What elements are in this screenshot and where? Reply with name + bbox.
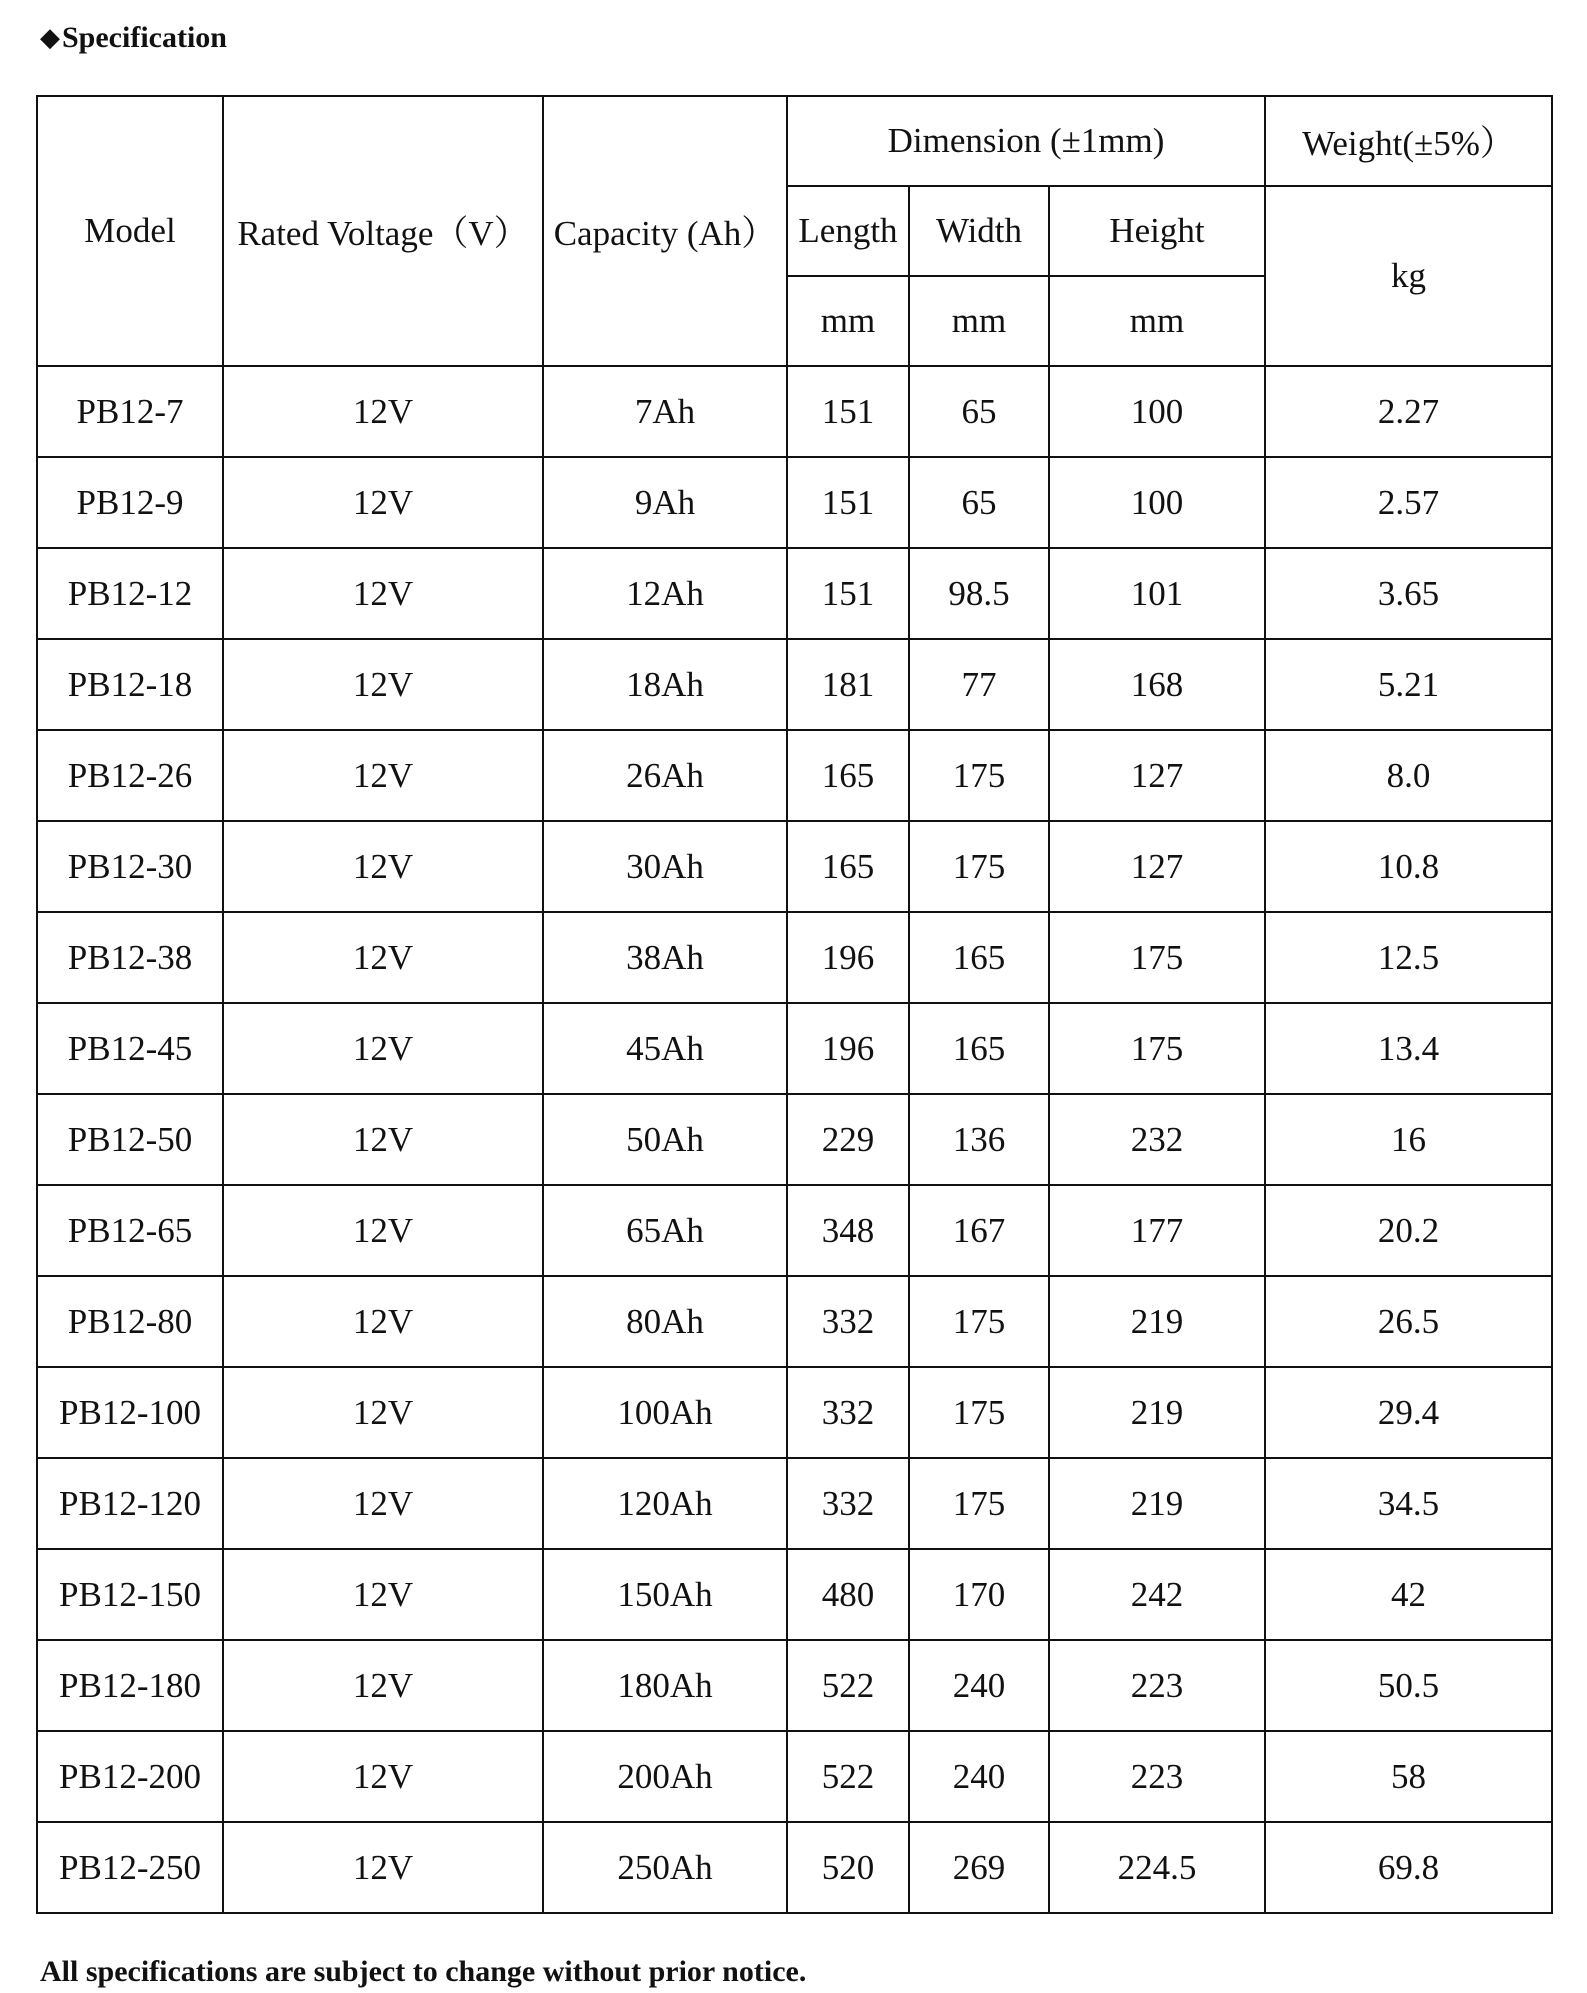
cell-capacity: 12Ah	[543, 548, 787, 639]
cell-capacity: 80Ah	[543, 1276, 787, 1367]
cell-weight: 34.5	[1265, 1458, 1552, 1549]
table-row	[37, 1458, 1552, 1549]
cell-rated-voltage: 12V	[223, 1640, 543, 1731]
cell-length: 332	[787, 1276, 909, 1367]
cell-capacity: 50Ah	[543, 1094, 787, 1185]
cell-width: 170	[909, 1549, 1049, 1640]
table-row	[37, 639, 1552, 730]
cell-weight: 2.27	[1265, 366, 1552, 457]
table-row	[37, 730, 1552, 821]
cell-rated-voltage: 12V	[223, 1731, 543, 1822]
cell-rated-voltage: 12V	[223, 1367, 543, 1458]
cell-model: PB12-7	[37, 366, 223, 457]
table-row	[37, 1094, 1552, 1185]
cell-rated-voltage: 12V	[223, 1458, 543, 1549]
cell-weight: 5.21	[1265, 639, 1552, 730]
header-length: Length	[787, 186, 909, 276]
header-rated-voltage: Rated Voltage（V）	[223, 96, 543, 366]
cell-model: PB12-65	[37, 1185, 223, 1276]
table-body	[37, 96, 1552, 1913]
cell-weight: 50.5	[1265, 1640, 1552, 1731]
cell-width: 165	[909, 1003, 1049, 1094]
cell-rated-voltage: 12V	[223, 1549, 543, 1640]
cell-height: 100	[1049, 366, 1265, 457]
cell-width: 175	[909, 730, 1049, 821]
header-model: Model	[37, 96, 223, 366]
cell-rated-voltage: 12V	[223, 730, 543, 821]
header-capacity: Capacity (Ah）	[543, 96, 787, 366]
cell-capacity: 200Ah	[543, 1731, 787, 1822]
cell-weight: 26.5	[1265, 1276, 1552, 1367]
table-row	[37, 1276, 1552, 1367]
header-weight-unit: kg	[1265, 186, 1552, 366]
cell-length: 151	[787, 457, 909, 548]
cell-rated-voltage: 12V	[223, 1003, 543, 1094]
header-height-unit: mm	[1049, 276, 1265, 366]
cell-rated-voltage: 12V	[223, 1094, 543, 1185]
cell-height: 127	[1049, 730, 1265, 821]
cell-model: PB12-45	[37, 1003, 223, 1094]
cell-rated-voltage: 12V	[223, 1822, 543, 1913]
header-width: Width	[909, 186, 1049, 276]
cell-rated-voltage: 12V	[223, 1276, 543, 1367]
cell-weight: 12.5	[1265, 912, 1552, 1003]
cell-capacity: 9Ah	[543, 457, 787, 548]
cell-length: 332	[787, 1458, 909, 1549]
cell-height: 219	[1049, 1458, 1265, 1549]
cell-height: 101	[1049, 548, 1265, 639]
cell-length: 196	[787, 912, 909, 1003]
cell-height: 177	[1049, 1185, 1265, 1276]
cell-model: PB12-250	[37, 1822, 223, 1913]
cell-capacity: 30Ah	[543, 821, 787, 912]
table-row	[37, 1640, 1552, 1731]
header-weight: Weight(±5%）	[1265, 96, 1552, 186]
cell-rated-voltage: 12V	[223, 548, 543, 639]
table-row	[37, 1185, 1552, 1276]
specification-table	[36, 95, 1553, 1914]
cell-length: 165	[787, 821, 909, 912]
cell-rated-voltage: 12V	[223, 457, 543, 548]
cell-height: 223	[1049, 1731, 1265, 1822]
cell-length: 181	[787, 639, 909, 730]
cell-rated-voltage: 12V	[223, 639, 543, 730]
cell-capacity: 26Ah	[543, 730, 787, 821]
cell-width: 240	[909, 1640, 1049, 1731]
cell-length: 165	[787, 730, 909, 821]
cell-weight: 58	[1265, 1731, 1552, 1822]
cell-length: 332	[787, 1367, 909, 1458]
cell-width: 77	[909, 639, 1049, 730]
cell-model: PB12-38	[37, 912, 223, 1003]
cell-capacity: 18Ah	[543, 639, 787, 730]
cell-width: 175	[909, 821, 1049, 912]
cell-height: 232	[1049, 1094, 1265, 1185]
table-row	[37, 1822, 1552, 1913]
cell-width: 98.5	[909, 548, 1049, 639]
header-length-unit: mm	[787, 276, 909, 366]
cell-width: 175	[909, 1367, 1049, 1458]
table-row	[37, 1367, 1552, 1458]
cell-model: PB12-180	[37, 1640, 223, 1731]
cell-length: 151	[787, 548, 909, 639]
cell-model: PB12-100	[37, 1367, 223, 1458]
cell-width: 65	[909, 366, 1049, 457]
table-row	[37, 1549, 1552, 1640]
cell-rated-voltage: 12V	[223, 366, 543, 457]
cell-weight: 29.4	[1265, 1367, 1552, 1458]
cell-height: 224.5	[1049, 1822, 1265, 1913]
cell-width: 269	[909, 1822, 1049, 1913]
table-row	[37, 548, 1552, 639]
cell-length: 520	[787, 1822, 909, 1913]
cell-weight: 10.8	[1265, 821, 1552, 912]
cell-length: 480	[787, 1549, 909, 1640]
cell-weight: 20.2	[1265, 1185, 1552, 1276]
cell-capacity: 100Ah	[543, 1367, 787, 1458]
cell-model: PB12-26	[37, 730, 223, 821]
cell-weight: 2.57	[1265, 457, 1552, 548]
header-dimension: Dimension (±1mm)	[787, 96, 1265, 186]
section-title: Specification	[62, 21, 227, 54]
cell-width: 167	[909, 1185, 1049, 1276]
cell-length: 348	[787, 1185, 909, 1276]
cell-capacity: 38Ah	[543, 912, 787, 1003]
table-row	[37, 821, 1552, 912]
table-row	[37, 366, 1552, 457]
diamond-bullet-icon: ◆	[40, 23, 60, 52]
cell-width: 136	[909, 1094, 1049, 1185]
cell-capacity: 180Ah	[543, 1640, 787, 1731]
cell-model: PB12-9	[37, 457, 223, 548]
cell-capacity: 45Ah	[543, 1003, 787, 1094]
cell-height: 175	[1049, 1003, 1265, 1094]
cell-capacity: 150Ah	[543, 1549, 787, 1640]
cell-capacity: 250Ah	[543, 1822, 787, 1913]
cell-model: PB12-50	[37, 1094, 223, 1185]
cell-model: PB12-18	[37, 639, 223, 730]
cell-model: PB12-200	[37, 1731, 223, 1822]
header-height: Height	[1049, 186, 1265, 276]
cell-weight: 16	[1265, 1094, 1552, 1185]
cell-width: 175	[909, 1276, 1049, 1367]
cell-height: 219	[1049, 1367, 1265, 1458]
cell-length: 229	[787, 1094, 909, 1185]
table-row	[37, 457, 1552, 548]
cell-height: 219	[1049, 1276, 1265, 1367]
cell-weight: 42	[1265, 1549, 1552, 1640]
cell-length: 522	[787, 1731, 909, 1822]
cell-height: 100	[1049, 457, 1265, 548]
table-row	[37, 1003, 1552, 1094]
table-row	[37, 1731, 1552, 1822]
cell-length: 151	[787, 366, 909, 457]
cell-weight: 69.8	[1265, 1822, 1552, 1913]
cell-height: 168	[1049, 639, 1265, 730]
cell-height: 223	[1049, 1640, 1265, 1731]
cell-rated-voltage: 12V	[223, 821, 543, 912]
cell-height: 175	[1049, 912, 1265, 1003]
cell-height: 242	[1049, 1549, 1265, 1640]
cell-model: PB12-30	[37, 821, 223, 912]
header-width-unit: mm	[909, 276, 1049, 366]
cell-weight: 13.4	[1265, 1003, 1552, 1094]
cell-rated-voltage: 12V	[223, 1185, 543, 1276]
table-row	[37, 912, 1552, 1003]
cell-length: 196	[787, 1003, 909, 1094]
cell-capacity: 7Ah	[543, 366, 787, 457]
cell-rated-voltage: 12V	[223, 912, 543, 1003]
cell-width: 65	[909, 457, 1049, 548]
cell-model: PB12-150	[37, 1549, 223, 1640]
cell-width: 240	[909, 1731, 1049, 1822]
cell-model: PB12-80	[37, 1276, 223, 1367]
cell-capacity: 65Ah	[543, 1185, 787, 1276]
cell-length: 522	[787, 1640, 909, 1731]
cell-width: 175	[909, 1458, 1049, 1549]
cell-weight: 3.65	[1265, 548, 1552, 639]
cell-model: PB12-12	[37, 548, 223, 639]
section-heading	[40, 18, 227, 58]
cell-capacity: 120Ah	[543, 1458, 787, 1549]
cell-width: 165	[909, 912, 1049, 1003]
header-row-1	[37, 96, 1552, 186]
cell-model: PB12-120	[37, 1458, 223, 1549]
footnote: All specifications are subject to change without prior notice.	[40, 1955, 807, 1988]
cell-height: 127	[1049, 821, 1265, 912]
cell-weight: 8.0	[1265, 730, 1552, 821]
